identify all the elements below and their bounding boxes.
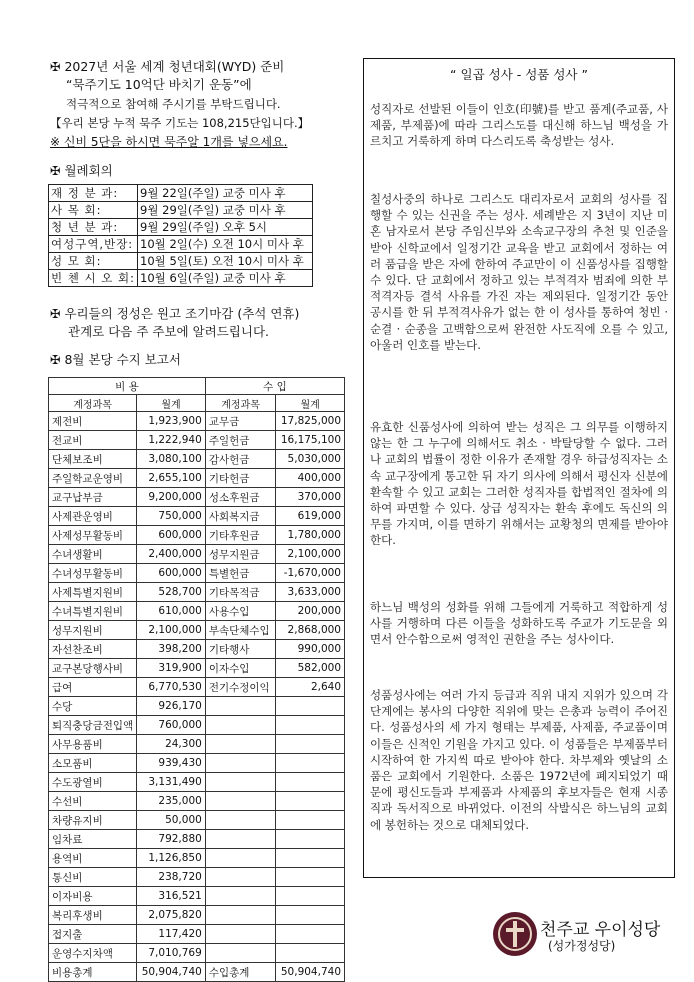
expense-amount: 750,000 bbox=[137, 507, 206, 526]
finance-row bbox=[49, 659, 345, 678]
meeting-time: 9월 22일(주일) 교중 미사 후 bbox=[138, 185, 313, 202]
expense-account: 사제관운영비 bbox=[49, 507, 137, 526]
finance-row bbox=[49, 450, 345, 469]
finance-row bbox=[49, 583, 345, 602]
finance-row bbox=[49, 830, 345, 849]
expense-amount: 319,900 bbox=[137, 659, 206, 678]
income-amount bbox=[276, 773, 345, 792]
wyd-request: 적극적으로 참여해 주시기를 부탁드립니다. bbox=[66, 97, 281, 111]
church-logo bbox=[493, 912, 537, 956]
income-amount: 990,000 bbox=[276, 640, 345, 659]
finance-row bbox=[49, 697, 345, 716]
expense-amount: 2,400,000 bbox=[137, 545, 206, 564]
wyd-total: 【우리 본당 누적 묵주 기도는 108,215단입니다.】 bbox=[50, 116, 310, 130]
expense-account: 복리후생비 bbox=[49, 906, 137, 925]
meetings-title: ✠ 월례회의 bbox=[50, 163, 113, 178]
expense-amount-header: 월계 bbox=[137, 395, 206, 412]
expense-amount: 939,430 bbox=[137, 754, 206, 773]
expense-amount: 24,300 bbox=[137, 735, 206, 754]
expense-account: 수녀생활비 bbox=[49, 545, 137, 564]
deadline-notice-2: 관계로 다음 주 주보에 알려드립니다. bbox=[68, 324, 269, 339]
finance-row bbox=[49, 773, 345, 792]
finance-row bbox=[49, 925, 345, 944]
income-amount: 3,633,000 bbox=[276, 583, 345, 602]
article-paragraph-5: 성품성사에는 여러 가지 등급과 직위 내지 지위가 있으며 각 단계에는 봉사의 다양한 직위에 맞는 은총과 능력이 주어진다. 성품성사의 세 가지 형태는 부제품, 사제품, 주교품이며 이들은 신적인 기원을 가지고 있다. 이 성품들은 부제품부터 시작하여 한 가지씩 따로 받아야 한다. 차부제와 옛날의 소품은 교회에서 기원한다. 소품은 1972년에 폐지되었기 때문에 평신도들과 부제품과 사제품의 후보자들은 현재 시종직과 독서직으로 바뀌었다. 이전의 삭발식은 하느님의 교회에 봉헌하는 것으로 대체되었다. bbox=[370, 688, 668, 832]
income-amount: 400,000 bbox=[276, 469, 345, 488]
expense-account: 수선비 bbox=[49, 792, 137, 811]
finance-row bbox=[49, 754, 345, 773]
income-account: 특별헌금 bbox=[205, 564, 276, 583]
meeting-row bbox=[49, 270, 313, 287]
income-account bbox=[205, 944, 276, 963]
meetings-table bbox=[48, 184, 313, 287]
meeting-group: 성 모 회: bbox=[49, 253, 138, 270]
article-paragraph-1: 성직자로 선발된 이들이 인호(印號)를 받고 품계(주교품, 사제품, 부제품)에 따라 그리스도를 대신해 하느님 백성을 가르치고 거룩하게 하며 다스리도록 축성받는 성사. bbox=[370, 102, 668, 149]
expense-amount: 2,655,100 bbox=[137, 469, 206, 488]
finance-table bbox=[48, 377, 345, 982]
expense-amount: 1,126,850 bbox=[137, 849, 206, 868]
meeting-group: 재 정 분 과: bbox=[49, 185, 138, 202]
income-amount: 17,825,000 bbox=[276, 412, 345, 431]
expense-account: 접지출 bbox=[49, 925, 137, 944]
meeting-group: 청 년 분 과: bbox=[49, 219, 138, 236]
expense-account: 소모품비 bbox=[49, 754, 137, 773]
income-amount bbox=[276, 887, 345, 906]
expense-amount: 50,904,740 bbox=[137, 963, 206, 982]
expense-amount: 238,720 bbox=[137, 868, 206, 887]
income-amount: 2,640 bbox=[276, 678, 345, 697]
income-account: 전기수정이익 bbox=[205, 678, 276, 697]
income-amount bbox=[276, 944, 345, 963]
expense-account: 수도광열비 bbox=[49, 773, 137, 792]
expense-account: 차량유지비 bbox=[49, 811, 137, 830]
income-account: 기타행사 bbox=[205, 640, 276, 659]
income-amount bbox=[276, 925, 345, 944]
expense-account: 이자비용 bbox=[49, 887, 137, 906]
finance-row bbox=[49, 887, 345, 906]
income-amount bbox=[276, 830, 345, 849]
income-amount: 1,780,000 bbox=[276, 526, 345, 545]
expense-amount: 3,080,100 bbox=[137, 450, 206, 469]
expense-account: 수당 bbox=[49, 697, 137, 716]
meeting-time: 9월 29일(주일) 교중 미사 후 bbox=[138, 202, 313, 219]
income-account: 이자수입 bbox=[205, 659, 276, 678]
sacrament-article bbox=[363, 58, 675, 878]
expense-account: 사제성무활동비 bbox=[49, 526, 137, 545]
income-amount-header: 월계 bbox=[276, 395, 345, 412]
meeting-group: 여성구역,반장: bbox=[49, 236, 138, 253]
income-account bbox=[205, 735, 276, 754]
income-amount: 2,100,000 bbox=[276, 545, 345, 564]
expense-account: 통신비 bbox=[49, 868, 137, 887]
income-header: 수 입 bbox=[205, 378, 344, 395]
income-amount bbox=[276, 735, 345, 754]
income-amount: 200,000 bbox=[276, 602, 345, 621]
finance-row bbox=[49, 526, 345, 545]
income-amount: -1,670,000 bbox=[276, 564, 345, 583]
expense-amount: 7,010,769 bbox=[137, 944, 206, 963]
income-amount bbox=[276, 697, 345, 716]
expense-amount: 2,075,820 bbox=[137, 906, 206, 925]
income-amount: 50,904,740 bbox=[276, 963, 345, 982]
expense-account: 주일학교운영비 bbox=[49, 469, 137, 488]
finance-row bbox=[49, 963, 345, 982]
income-amount: 619,000 bbox=[276, 507, 345, 526]
article-title: “ 일곱 성사 - 성품 성사 ” bbox=[450, 67, 588, 82]
finance-row bbox=[49, 621, 345, 640]
expense-amount: 6,770,530 bbox=[137, 678, 206, 697]
wyd-campaign: “묵주기도 10억단 바치기 운동”에 bbox=[66, 77, 252, 92]
meeting-time: 10월 6일(주일) 교중 미사 후 bbox=[138, 270, 313, 287]
expense-account: 자선찬조비 bbox=[49, 640, 137, 659]
income-account: 주일헌금 bbox=[205, 431, 276, 450]
article-paragraph-3: 유효한 신품성사에 의하여 받는 성직은 그 의무를 이행하지 않는 한 그 누구에 의해서도 취소 · 박탈당할 수 없다. 그러나 교회의 법률이 정한 이유가 존재할 경우 하급성직자는 소속 교구장에게 통고한 뒤 자기 의사에 의해서 평신자 신분에 환속할 수 있고 교회는 그러한 성직자를 합법적인 절차에 의하여 파면할 수 있다. 상급 성직자는 환속 후에도 독신의 의무를 가지며, 이를 면하기 위해서는 교황청의 면제를 받아야 한다. bbox=[370, 420, 668, 548]
finance-row bbox=[49, 412, 345, 431]
income-account: 교무금 bbox=[205, 412, 276, 431]
expense-amount: 50,000 bbox=[137, 811, 206, 830]
expense-account: 사무용품비 bbox=[49, 735, 137, 754]
expense-account: 운영수지차액 bbox=[49, 944, 137, 963]
finance-row bbox=[49, 811, 345, 830]
expense-amount: 9,200,000 bbox=[137, 488, 206, 507]
expense-account: 교구납부금 bbox=[49, 488, 137, 507]
income-account: 기타후원금 bbox=[205, 526, 276, 545]
expense-account: 사제특별지원비 bbox=[49, 583, 137, 602]
finance-row bbox=[49, 488, 345, 507]
finance-row bbox=[49, 564, 345, 583]
expense-amount: 600,000 bbox=[137, 564, 206, 583]
income-account: 기타목적금 bbox=[205, 583, 276, 602]
expense-amount: 2,100,000 bbox=[137, 621, 206, 640]
meeting-row bbox=[49, 185, 313, 202]
meeting-row bbox=[49, 253, 313, 270]
income-amount bbox=[276, 792, 345, 811]
finance-row bbox=[49, 545, 345, 564]
income-account bbox=[205, 906, 276, 925]
finance-row bbox=[49, 602, 345, 621]
income-account bbox=[205, 811, 276, 830]
finance-row bbox=[49, 640, 345, 659]
income-account bbox=[205, 830, 276, 849]
meeting-group: 빈 첸 시 오 회: bbox=[49, 270, 138, 287]
expense-amount: 528,700 bbox=[137, 583, 206, 602]
meeting-time: 10월 5일(토) 오전 10시 미사 후 bbox=[138, 253, 313, 270]
finance-row bbox=[49, 469, 345, 488]
expense-account: 교구본당행사비 bbox=[49, 659, 137, 678]
finance-row bbox=[49, 716, 345, 735]
income-amount bbox=[276, 716, 345, 735]
meeting-time: 10월 2일(수) 오전 10시 미사 후 bbox=[138, 236, 313, 253]
wyd-note: ※ 신비 5단을 하시면 묵주알 1개를 넣으세요. bbox=[50, 135, 288, 149]
income-account: 기타헌금 bbox=[205, 469, 276, 488]
income-account-header: 계정과목 bbox=[205, 395, 276, 412]
income-account bbox=[205, 887, 276, 906]
expense-account: 용역비 bbox=[49, 849, 137, 868]
article-paragraph-4: 하느님 백성의 성화를 위해 그들에게 거룩하고 적합하게 성사를 거행하며 다른 이들을 성화하도록 주교가 기도문을 외면서 안수함으로써 영적인 권한을 주는 성사이다. bbox=[370, 600, 668, 647]
finance-title: ✠ 8월 본당 수지 보고서 bbox=[50, 352, 181, 367]
expense-amount: 316,521 bbox=[137, 887, 206, 906]
finance-row bbox=[49, 431, 345, 450]
expense-amount: 600,000 bbox=[137, 526, 206, 545]
expense-account: 임차료 bbox=[49, 830, 137, 849]
income-account bbox=[205, 925, 276, 944]
income-account: 사회복지금 bbox=[205, 507, 276, 526]
income-amount: 5,030,000 bbox=[276, 450, 345, 469]
expense-amount: 398,200 bbox=[137, 640, 206, 659]
income-account: 성소후원금 bbox=[205, 488, 276, 507]
income-account bbox=[205, 716, 276, 735]
income-account bbox=[205, 792, 276, 811]
income-account: 성무지원금 bbox=[205, 545, 276, 564]
expense-amount: 3,131,490 bbox=[137, 773, 206, 792]
church-subname: (성가정성당) bbox=[548, 939, 616, 953]
income-account: 수입총계 bbox=[205, 963, 276, 982]
income-account bbox=[205, 849, 276, 868]
expense-account: 수녀특별지원비 bbox=[49, 602, 137, 621]
income-account bbox=[205, 754, 276, 773]
expense-amount: 235,000 bbox=[137, 792, 206, 811]
finance-row bbox=[49, 868, 345, 887]
expense-amount: 117,420 bbox=[137, 925, 206, 944]
finance-row bbox=[49, 792, 345, 811]
finance-row bbox=[49, 735, 345, 754]
income-account bbox=[205, 868, 276, 887]
expense-account: 전교비 bbox=[49, 431, 137, 450]
expense-amount: 926,170 bbox=[137, 697, 206, 716]
expense-header: 비 용 bbox=[49, 378, 206, 395]
income-amount: 370,000 bbox=[276, 488, 345, 507]
expense-account: 비용총계 bbox=[49, 963, 137, 982]
expense-account: 수녀성무활동비 bbox=[49, 564, 137, 583]
expense-account: 퇴직충당금전입액 bbox=[49, 716, 137, 735]
expense-account: 단체보조비 bbox=[49, 450, 137, 469]
income-amount bbox=[276, 868, 345, 887]
expense-amount: 1,222,940 bbox=[137, 431, 206, 450]
finance-row bbox=[49, 944, 345, 963]
finance-row bbox=[49, 849, 345, 868]
meeting-row bbox=[49, 236, 313, 253]
income-account bbox=[205, 773, 276, 792]
meeting-row bbox=[49, 202, 313, 219]
income-amount: 16,175,100 bbox=[276, 431, 345, 450]
expense-account: 급여 bbox=[49, 678, 137, 697]
income-account: 사용수입 bbox=[205, 602, 276, 621]
wyd-title: ✠ 2027년 서울 세계 청년대회(WYD) 준비 bbox=[50, 59, 285, 74]
finance-row bbox=[49, 906, 345, 925]
expense-amount: 1,923,900 bbox=[137, 412, 206, 431]
income-amount bbox=[276, 754, 345, 773]
meeting-group: 사 목 회: bbox=[49, 202, 138, 219]
meeting-time: 9월 29일(주일) 오후 5시 bbox=[138, 219, 313, 236]
finance-row bbox=[49, 678, 345, 697]
expense-account-header: 계정과목 bbox=[49, 395, 137, 412]
income-account: 부속단체수입 bbox=[205, 621, 276, 640]
income-account: 감사헌금 bbox=[205, 450, 276, 469]
expense-account: 제전비 bbox=[49, 412, 137, 431]
income-amount: 582,000 bbox=[276, 659, 345, 678]
deadline-notice: ✠ 우리들의 정성은 원고 조기마감 (추석 연휴) bbox=[50, 306, 300, 321]
expense-amount: 760,000 bbox=[137, 716, 206, 735]
income-amount bbox=[276, 849, 345, 868]
finance-row bbox=[49, 507, 345, 526]
expense-amount: 792,880 bbox=[137, 830, 206, 849]
expense-account: 성무지원비 bbox=[49, 621, 137, 640]
income-amount: 2,868,000 bbox=[276, 621, 345, 640]
expense-amount: 610,000 bbox=[137, 602, 206, 621]
income-amount bbox=[276, 811, 345, 830]
article-paragraph-2: 칠성사중의 하나로 그리스도 대리자로서 교회의 성사를 집행할 수 있는 신권을 주는 성사. 세례받은 지 3년이 지난 미혼 남자로서 본당 주임신부와 소속교구장의 추천 및 인준을 받아 신학교에서 일정기간 교육을 받고 교회에서 정하는 여러 품급을 받은 자에 한하여 주교만이 이 신품성사를 집행할 수 있다. 단 교회에서 정하고 있는 부적격자 범죄에 의한 부적격자등 결석 사유를 가진 자는 제외된다. 일정기간 동안 공시를 한 뒤 부적격사유가 없는 한 이 성사를 통하여 청빈 · 순결 · 순종을 고백함으로써 완전한 사도직에 오를 수 있고, 아울러 인호를 받는다. bbox=[370, 192, 668, 352]
meeting-row bbox=[49, 219, 313, 236]
income-account bbox=[205, 697, 276, 716]
income-amount bbox=[276, 906, 345, 925]
church-name: 천주교 우이성당 bbox=[540, 920, 661, 940]
